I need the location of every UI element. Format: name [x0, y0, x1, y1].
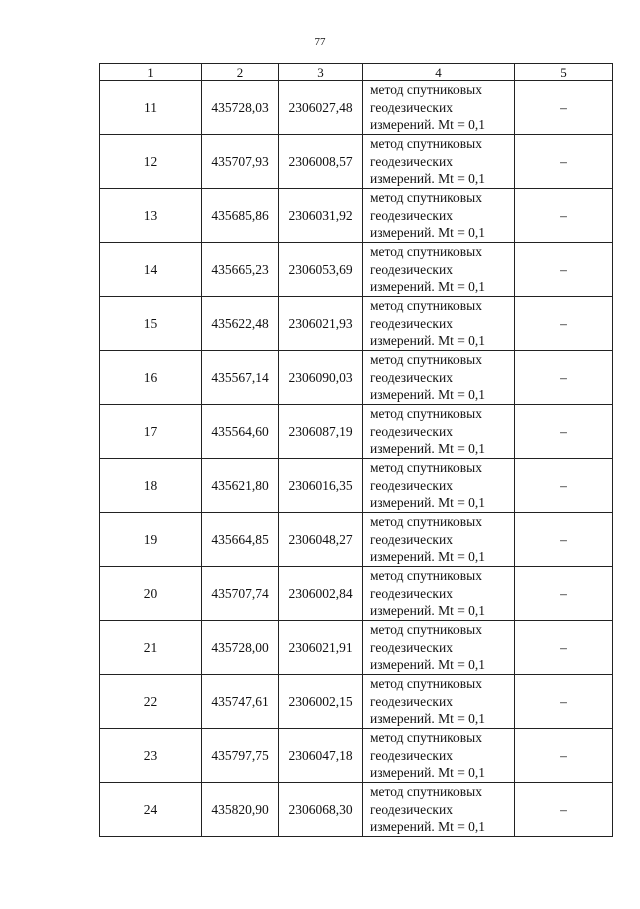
- table-row: [100, 675, 613, 729]
- note-cell: –: [515, 621, 613, 675]
- method-line-3: измерений. Mt = 0,1: [370, 603, 486, 619]
- point-number-cell: 15: [100, 297, 202, 351]
- coord-x-cell: 435664,85: [202, 513, 279, 567]
- note-cell: –: [515, 729, 613, 783]
- method-line-1: метод спутниковых: [370, 514, 482, 530]
- method-line-2: геодезических: [370, 639, 453, 655]
- method-cell: [363, 135, 515, 189]
- note-cell: –: [515, 297, 613, 351]
- method-line-1: метод спутниковых: [370, 82, 482, 98]
- point-number-cell: 11: [100, 81, 202, 135]
- coord-y-cell: 2306008,57: [279, 135, 363, 189]
- method-line-2: геодезических: [370, 423, 453, 439]
- method-line-3: измерений. Mt = 0,1: [370, 225, 486, 241]
- coord-x-cell: 435621,80: [202, 459, 279, 513]
- header-col-1: 1: [100, 64, 202, 81]
- method-line-2: геодезических: [370, 369, 453, 385]
- method-cell: [363, 405, 515, 459]
- coord-y-cell: 2306031,92: [279, 189, 363, 243]
- coord-y-cell: 2306087,19: [279, 405, 363, 459]
- table-row: [100, 189, 613, 243]
- header-col-3: 3: [279, 64, 363, 81]
- method-line-3: измерений. Mt = 0,1: [370, 117, 486, 133]
- point-number-cell: 16: [100, 351, 202, 405]
- method-line-3: измерений. Mt = 0,1: [370, 387, 486, 403]
- coord-x-cell: 435797,75: [202, 729, 279, 783]
- method-line-3: измерений. Mt = 0,1: [370, 495, 486, 511]
- coord-y-cell: 2306048,27: [279, 513, 363, 567]
- method-line-3: измерений. Mt = 0,1: [370, 333, 486, 349]
- method-line-2: геодезических: [370, 207, 453, 223]
- coord-y-cell: 2306053,69: [279, 243, 363, 297]
- table-row: [100, 567, 613, 621]
- method-line-2: геодезических: [370, 153, 453, 169]
- note-cell: –: [515, 459, 613, 513]
- table-row: [100, 513, 613, 567]
- note-cell: –: [515, 81, 613, 135]
- method-line-1: метод спутниковых: [370, 136, 482, 152]
- coord-y-cell: 2306090,03: [279, 351, 363, 405]
- coord-y-cell: 2306068,30: [279, 783, 363, 837]
- coord-y-cell: 2306027,48: [279, 81, 363, 135]
- method-line-3: измерений. Mt = 0,1: [370, 819, 486, 835]
- method-cell: [363, 567, 515, 621]
- coord-x-cell: 435707,93: [202, 135, 279, 189]
- point-number-cell: 18: [100, 459, 202, 513]
- point-number-cell: 19: [100, 513, 202, 567]
- point-number-cell: 17: [100, 405, 202, 459]
- table-body: [100, 81, 613, 837]
- note-cell: –: [515, 567, 613, 621]
- method-line-2: геодезических: [370, 747, 453, 763]
- note-cell: –: [515, 243, 613, 297]
- point-number-cell: 13: [100, 189, 202, 243]
- note-cell: –: [515, 783, 613, 837]
- coord-x-cell: 435728,03: [202, 81, 279, 135]
- method-cell: [363, 621, 515, 675]
- coord-x-cell: 435685,86: [202, 189, 279, 243]
- method-line-3: измерений. Mt = 0,1: [370, 657, 486, 673]
- point-number-cell: 12: [100, 135, 202, 189]
- point-number-cell: 14: [100, 243, 202, 297]
- method-line-1: метод спутниковых: [370, 298, 482, 314]
- table-row: [100, 459, 613, 513]
- note-cell: –: [515, 405, 613, 459]
- coord-x-cell: 435707,74: [202, 567, 279, 621]
- method-line-3: измерений. Mt = 0,1: [370, 711, 486, 727]
- coord-y-cell: 2306016,35: [279, 459, 363, 513]
- note-cell: –: [515, 513, 613, 567]
- coord-y-cell: 2306002,15: [279, 675, 363, 729]
- method-line-1: метод спутниковых: [370, 406, 482, 422]
- method-line-3: измерений. Mt = 0,1: [370, 171, 486, 187]
- table-row: [100, 351, 613, 405]
- method-line-2: геодезических: [370, 477, 453, 493]
- point-number-cell: 21: [100, 621, 202, 675]
- method-line-2: геодезических: [370, 693, 453, 709]
- coord-x-cell: 435728,00: [202, 621, 279, 675]
- method-cell: [363, 297, 515, 351]
- method-line-1: метод спутниковых: [370, 190, 482, 206]
- header-col-5: 5: [515, 64, 613, 81]
- method-line-1: метод спутниковых: [370, 784, 482, 800]
- method-line-2: геодезических: [370, 261, 453, 277]
- method-line-1: метод спутниковых: [370, 622, 482, 638]
- method-line-1: метод спутниковых: [370, 460, 482, 476]
- coord-x-cell: 435567,14: [202, 351, 279, 405]
- table-header-row: [100, 64, 613, 81]
- coord-x-cell: 435747,61: [202, 675, 279, 729]
- note-cell: –: [515, 675, 613, 729]
- table-row: [100, 135, 613, 189]
- method-cell: [363, 675, 515, 729]
- coord-x-cell: 435665,23: [202, 243, 279, 297]
- method-cell: [363, 783, 515, 837]
- point-number-cell: 23: [100, 729, 202, 783]
- method-cell: [363, 459, 515, 513]
- header-col-4: 4: [363, 64, 515, 81]
- method-line-3: измерений. Mt = 0,1: [370, 441, 486, 457]
- method-line-3: измерений. Mt = 0,1: [370, 765, 486, 781]
- method-line-1: метод спутниковых: [370, 352, 482, 368]
- method-cell: [363, 729, 515, 783]
- point-number-cell: 20: [100, 567, 202, 621]
- method-line-2: геодезических: [370, 801, 453, 817]
- method-cell: [363, 351, 515, 405]
- table-row: [100, 783, 613, 837]
- method-cell: [363, 81, 515, 135]
- method-line-3: измерений. Mt = 0,1: [370, 549, 486, 565]
- header-col-2: 2: [202, 64, 279, 81]
- point-number-cell: 22: [100, 675, 202, 729]
- coord-y-cell: 2306021,93: [279, 297, 363, 351]
- note-cell: –: [515, 135, 613, 189]
- coord-y-cell: 2306002,84: [279, 567, 363, 621]
- coord-x-cell: 435564,60: [202, 405, 279, 459]
- method-line-2: геодезических: [370, 99, 453, 115]
- method-cell: [363, 513, 515, 567]
- coord-x-cell: 435622,48: [202, 297, 279, 351]
- method-line-2: геодезических: [370, 315, 453, 331]
- table-row: [100, 81, 613, 135]
- coordinates-table: [99, 63, 613, 837]
- note-cell: –: [515, 189, 613, 243]
- table-row: [100, 405, 613, 459]
- coord-y-cell: 2306021,91: [279, 621, 363, 675]
- method-cell: [363, 189, 515, 243]
- method-line-1: метод спутниковых: [370, 730, 482, 746]
- method-line-2: геодезических: [370, 531, 453, 547]
- method-line-1: метод спутниковых: [370, 676, 482, 692]
- table-row: [100, 243, 613, 297]
- coord-y-cell: 2306047,18: [279, 729, 363, 783]
- table-row: [100, 729, 613, 783]
- table-row: [100, 297, 613, 351]
- method-cell: [363, 243, 515, 297]
- note-cell: –: [515, 351, 613, 405]
- table-row: [100, 621, 613, 675]
- page-number: 77: [314, 36, 326, 48]
- point-number-cell: 24: [100, 783, 202, 837]
- method-line-1: метод спутниковых: [370, 244, 482, 260]
- method-line-3: измерений. Mt = 0,1: [370, 279, 486, 295]
- method-line-2: геодезических: [370, 585, 453, 601]
- method-line-1: метод спутниковых: [370, 568, 482, 584]
- coord-x-cell: 435820,90: [202, 783, 279, 837]
